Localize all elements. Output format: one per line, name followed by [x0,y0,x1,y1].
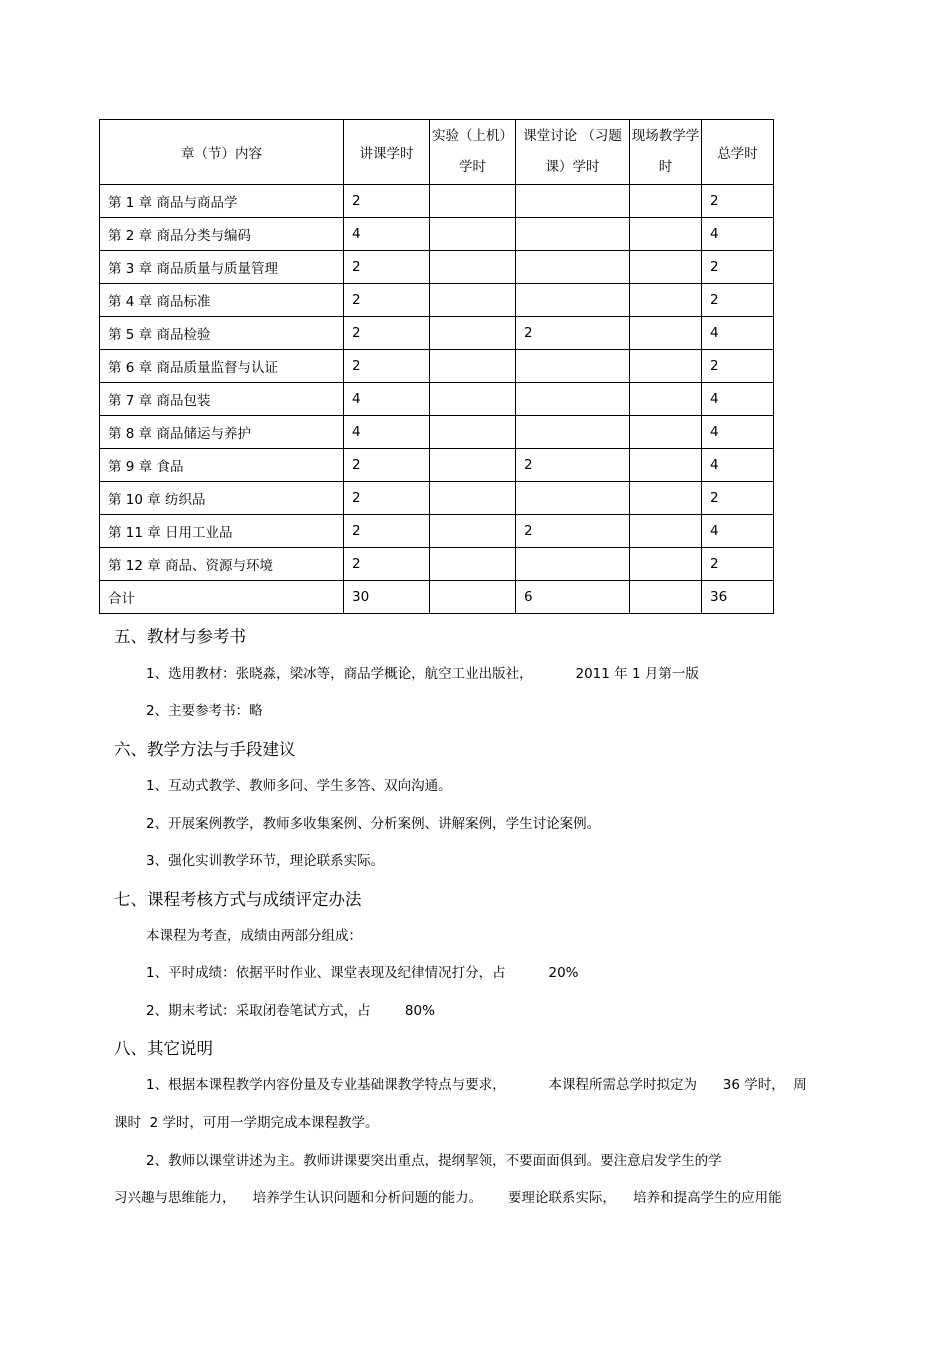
table-cell: 2 [344,284,430,317]
table-cell: 4 [702,416,774,449]
table-cell [430,317,516,350]
table-cell [430,416,516,449]
table-row [100,581,774,614]
table-cell [630,383,702,416]
table-row [100,383,774,416]
table-cell [516,218,630,251]
table-cell [630,416,702,449]
table-cell [430,218,516,251]
assessment-line-2: 2、期末考试：采取闭卷笔试方式，占 80% [146,1003,435,1019]
table-header-row [100,120,774,185]
assessment-line-1: 1、平时成绩：依据平时作业、课堂表现及纪律情况打分，占 20% [146,965,579,981]
table-cell: 4 [344,218,430,251]
table-cell [430,515,516,548]
section-7-title: 七、课程考核方式与成绩评定办法 [114,890,362,909]
table-cell: 2 [344,317,430,350]
table-cell [630,482,702,515]
table-header-cell: 总学时 [702,120,774,185]
table-cell [516,548,630,581]
table-cell: 第 2 章 商品分类与编码 [100,218,344,251]
table-cell: 2 [516,317,630,350]
table-cell [630,548,702,581]
table-cell [630,350,702,383]
course-hours-table [99,119,774,614]
table-cell: 第 5 章 商品检验 [100,317,344,350]
notes-line-2: 2、教师以课堂讲述为主。教师讲课要突出重点，提纲挈领，不要面面俱到。要注意启发学生的学 [146,1153,722,1169]
table-cell [630,185,702,218]
table-header-cell: 章（节）内容 [100,120,344,185]
table-cell [630,218,702,251]
table-row [100,482,774,515]
table-cell [430,350,516,383]
table-cell: 2 [702,251,774,284]
table-cell: 36 [702,581,774,614]
table-cell [516,350,630,383]
table-cell: 2 [702,284,774,317]
table-cell [516,416,630,449]
table-cell [630,581,702,614]
table-cell [630,449,702,482]
table-row [100,350,774,383]
table-cell: 4 [702,218,774,251]
table-cell [516,251,630,284]
table-row [100,284,774,317]
table-cell: 第 3 章 商品质量与质量管理 [100,251,344,284]
table-header-cell: 现场教学学时 [630,120,702,185]
section-6-title: 六、教学方法与手段建议 [114,740,296,759]
table-cell: 第 8 章 商品储运与养护 [100,416,344,449]
table-cell: 2 [702,350,774,383]
table-cell: 2 [344,482,430,515]
table-row [100,548,774,581]
table-cell: 6 [516,581,630,614]
notes-line-1: 1、根据本课程教学内容份量及专业基础课教学特点与要求， 本课程所需总学时拟定为 36 学时， 周 [146,1077,807,1093]
table-cell: 2 [344,350,430,383]
table-cell [630,284,702,317]
section-5-title: 五、教材与参考书 [114,627,246,646]
table-row [100,251,774,284]
section-8-title: 八、其它说明 [114,1039,213,1058]
table-cell: 第 1 章 商品与商品学 [100,185,344,218]
reference-books-line: 2、主要参考书：略 [146,703,263,719]
table-cell [430,548,516,581]
table-cell [430,185,516,218]
table-header-cell: 实验（上机）学时 [430,120,516,185]
table-cell: 第 11 章 日用工业品 [100,515,344,548]
table-cell [430,581,516,614]
table-cell: 2 [344,251,430,284]
table-row [100,317,774,350]
notes-line-2-cont: 习兴趣与思维能力， 培养学生认识问题和分析问题的能力。 要理论联系实际， 培养和提高学生的应用能 [114,1190,782,1206]
table-cell: 2 [344,515,430,548]
table-cell [516,383,630,416]
table-cell: 2 [516,515,630,548]
method-line-3: 3、强化实训教学环节，理论联系实际。 [146,853,385,869]
method-line-1: 1、互动式教学、教师多问、学生多答、双向沟通。 [146,778,452,794]
table-cell: 2 [344,185,430,218]
table-cell: 2 [702,482,774,515]
table-cell: 4 [702,317,774,350]
table-cell: 第 9 章 食品 [100,449,344,482]
table-cell: 第 12 章 商品、资源与环境 [100,548,344,581]
table-cell: 4 [702,515,774,548]
table-cell [430,251,516,284]
table-cell: 2 [344,449,430,482]
table-cell [430,383,516,416]
table-cell: 4 [702,449,774,482]
table-row [100,185,774,218]
table-cell: 2 [702,548,774,581]
table-cell: 第 6 章 商品质量监督与认证 [100,350,344,383]
table-cell: 2 [702,185,774,218]
table-row [100,218,774,251]
assessment-intro: 本课程为考查，成绩由两部分组成： [146,928,362,944]
table-cell [630,251,702,284]
notes-line-1-cont: 课时 2 学时，可用一学期完成本课程教学。 [114,1115,379,1131]
table-cell: 2 [516,449,630,482]
table-cell [516,185,630,218]
table-cell: 第 10 章 纺织品 [100,482,344,515]
table-cell [630,317,702,350]
table-cell: 4 [344,383,430,416]
table-cell: 第 7 章 商品包装 [100,383,344,416]
table-cell: 第 4 章 商品标准 [100,284,344,317]
table-cell: 30 [344,581,430,614]
table-cell [516,482,630,515]
table-cell: 4 [702,383,774,416]
table-cell [430,482,516,515]
table-cell: 2 [344,548,430,581]
table-cell: 4 [344,416,430,449]
table-row [100,515,774,548]
table-cell: 合计 [100,581,344,614]
table-cell [430,449,516,482]
table-cell [630,515,702,548]
table-header-cell: 课堂讨论 （习题课）学时 [516,120,630,185]
table-row [100,449,774,482]
table-row [100,416,774,449]
table-cell [430,284,516,317]
textbook-line: 1、选用教材：张晓淼，梁冰等，商品学概论，航空工业出版社， 2011 年 1 月第一版 [146,666,699,682]
method-line-2: 2、开展案例教学，教师多收集案例、分析案例、讲解案例，学生讨论案例。 [146,816,601,832]
table-cell [516,284,630,317]
table-header-cell: 讲课学时 [344,120,430,185]
